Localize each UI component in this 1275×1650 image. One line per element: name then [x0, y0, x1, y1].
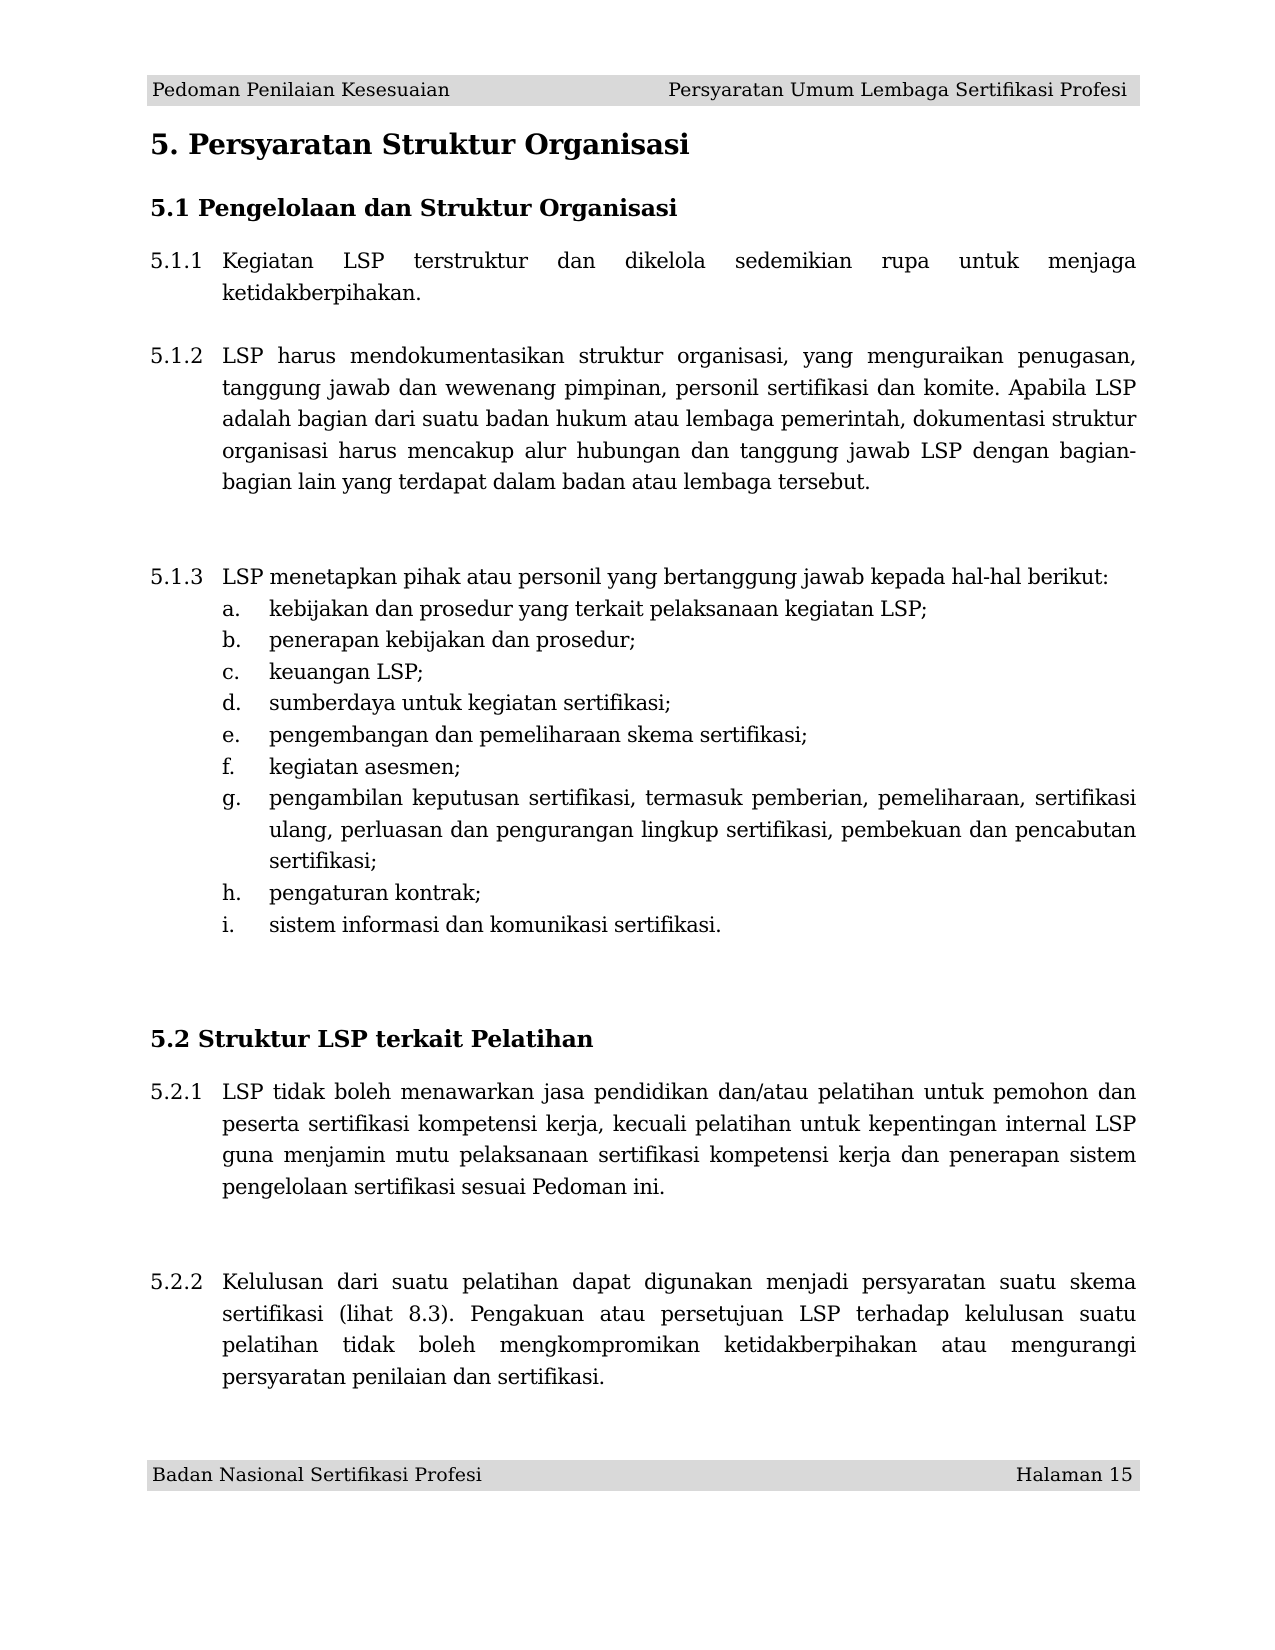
list-text: pengaturan kontrak;	[269, 880, 482, 905]
list-letter: a.	[222, 596, 241, 621]
clause-5-1-3	[150, 562, 1136, 941]
clause-text	[222, 562, 1136, 941]
header-document-subtitle: Persyaratan Umum Lembaga Sertifikasi Profesi	[668, 79, 1127, 101]
clause-text: LSP tidak boleh menawarkan jasa pendidikan dan/atau pelatihan untuk pemohon dan peserta sertifikasi kompetensi kerja, kecuali pelatihan untuk kepentingan internal LSP guna menjamin mutu pelaksanaan sertifikasi kompetensi kerja dan penerapan sistem pengelolaan sertifikasi sesuai Pedoman ini.	[222, 1080, 1136, 1199]
list-text: sistem informasi dan komunikasi sertifikasi.	[269, 912, 722, 937]
clause-number: 5.1.1	[150, 249, 204, 273]
section-heading-5-1: 5.1 Pengelolaan dan Struktur Organisasi	[150, 194, 678, 222]
list-letter: f.	[222, 754, 235, 779]
clause-5-2-2	[150, 1267, 1136, 1393]
list-letter: h.	[222, 880, 242, 905]
footer-organization: Badan Nasional Sertifikasi Profesi	[152, 1464, 482, 1486]
list-item	[222, 752, 1136, 784]
section-heading-5-2: 5.2 Struktur LSP terkait Pelatihan	[150, 1025, 594, 1053]
clause-intro: LSP menetapkan pihak atau personil yang bertanggung jawab kepada hal-hal berikut:	[222, 565, 1109, 589]
list-item	[222, 783, 1136, 878]
clause-number: 5.2.2	[150, 1270, 204, 1294]
clause-number: 5.2.1	[150, 1080, 204, 1104]
list-item	[222, 657, 1136, 689]
list-text: kegiatan asesmen;	[269, 754, 461, 779]
list-letter: c.	[222, 659, 240, 684]
list-text: pengembangan dan pemeliharaan skema sertifikasi;	[269, 722, 808, 747]
list-letter: d.	[222, 691, 242, 716]
clause-text: Kelulusan dari suatu pelatihan dapat digunakan menjadi persyaratan suatu skema sertifikasi (lihat 8.3). Pengakuan atau persetujuan LSP terhadap kelulusan suatu pelatihan tidak boleh mengkompromikan ketidakberpihakan atau mengurangi persyaratan penilaian dan sertifikasi.	[222, 1270, 1136, 1389]
list-text: keuangan LSP;	[269, 659, 424, 684]
list-letter: b.	[222, 628, 242, 653]
list-text: kebijakan dan prosedur yang terkait pelaksanaan kegiatan LSP;	[269, 596, 928, 621]
list-item	[222, 688, 1136, 720]
header-document-title: Pedoman Penilaian Kesesuaian	[152, 79, 450, 101]
clause-5-1-2	[150, 341, 1136, 499]
page-header	[147, 75, 1140, 106]
list-item	[222, 878, 1136, 910]
list-letter: g.	[222, 786, 242, 811]
list-item	[222, 625, 1136, 657]
page-number: Halaman 15	[1015, 1464, 1133, 1486]
clause-5-1-1	[150, 246, 1136, 309]
clause-5-2-1	[150, 1077, 1136, 1203]
clause-text: Kegiatan LSP terstruktur dan dikelola sedemikian rupa untuk menjaga ketidakberpihakan.	[222, 249, 1136, 305]
list-item	[222, 720, 1136, 752]
clause-number: 5.1.2	[150, 344, 204, 368]
responsibility-list	[222, 594, 1136, 942]
page-footer	[147, 1460, 1140, 1491]
list-item	[222, 594, 1136, 626]
clause-number: 5.1.3	[150, 565, 204, 589]
clause-text: LSP harus mendokumentasikan struktur organisasi, yang menguraikan penugasan, tanggung jawab dan wewenang pimpinan, personil sertifikasi dan komite. Apabila LSP adalah bagian dari suatu badan hukum atau lembaga pemerintah, dokumentasi struktur organisasi harus mencakup alur hubungan dan tanggung jawab LSP dengan bagian-bagian lain yang terdapat dalam badan atau lembaga tersebut.	[222, 344, 1136, 495]
list-item	[222, 910, 1136, 942]
list-text: penerapan kebijakan dan prosedur;	[269, 628, 636, 653]
list-letter: e.	[222, 722, 241, 747]
list-letter: i.	[222, 912, 235, 937]
list-text: sumberdaya untuk kegiatan sertifikasi;	[269, 691, 672, 716]
list-text: pengambilan keputusan sertifikasi, termasuk pemberian, pemeliharaan, sertifikasi ulang, perluasan dan pengurangan lingkup sertifikasi, pembekuan dan pencabutan sertifikasi;	[269, 786, 1136, 874]
chapter-title: 5. Persyaratan Struktur Organisasi	[150, 128, 690, 161]
